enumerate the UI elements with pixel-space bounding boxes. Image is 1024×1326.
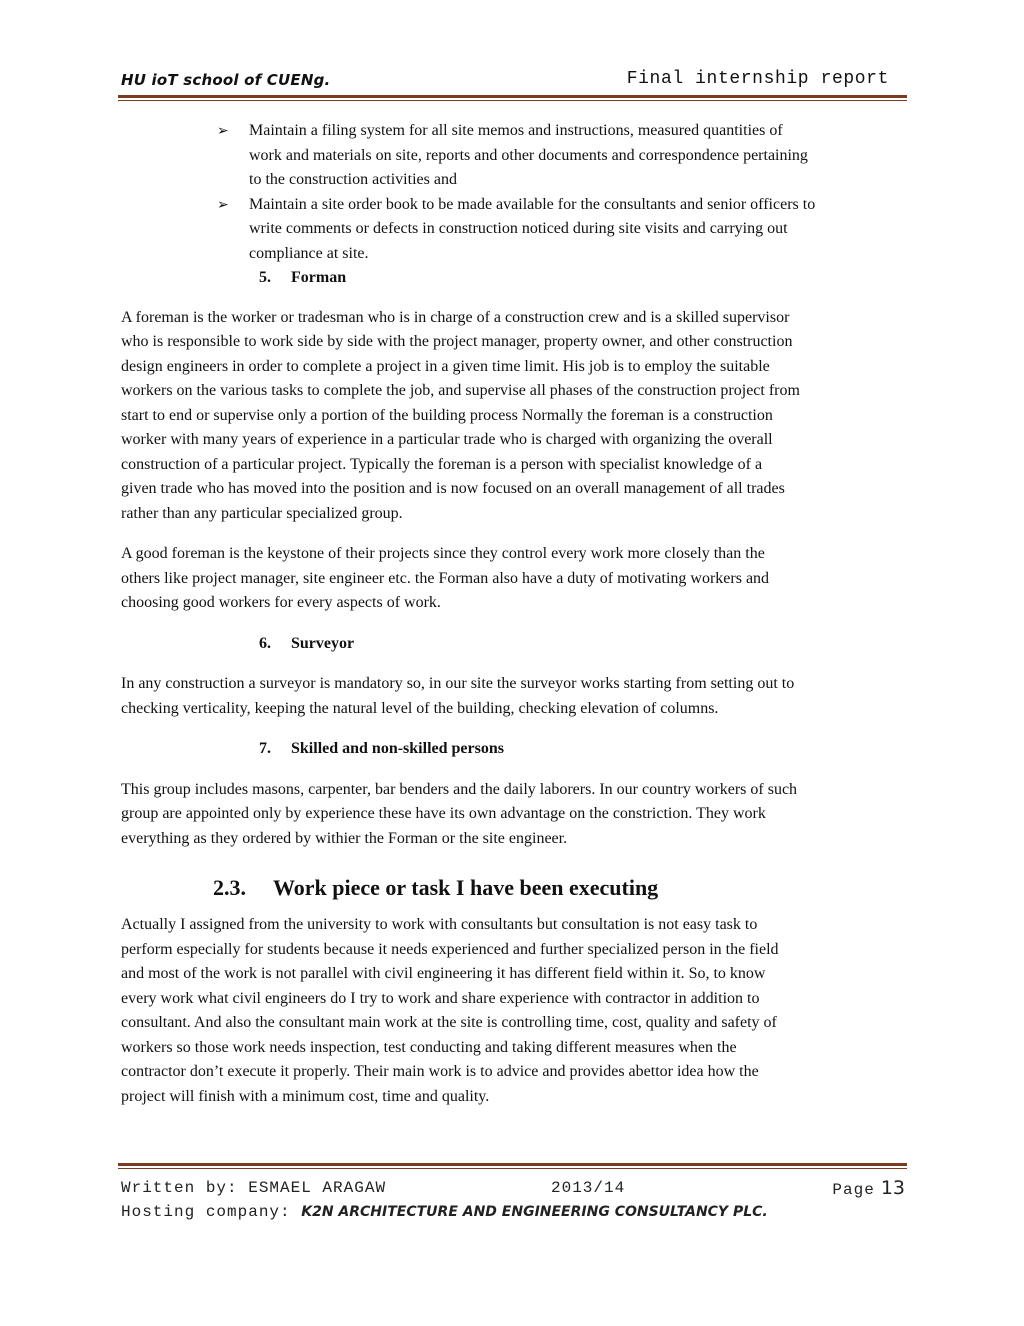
text-line: design engineers in order to complete a project in a given time limit. His job is to employ the suitable [121, 357, 770, 375]
subheading-skilled [121, 737, 905, 762]
text-line: consultant. And also the consultant main work at the site is controlling time, cost, quality and safety of [121, 1014, 777, 1031]
hosting-label: Hosting company: [121, 1203, 291, 1221]
footer-page [832, 1177, 905, 1199]
footer-year: 2013/14 [551, 1179, 626, 1197]
subheading-number: 7. [259, 740, 271, 757]
text-line: everything as they ordered by withier the Forman or the site engineer. [121, 829, 568, 847]
bullet-item [121, 193, 905, 267]
arrow-bullet-icon: ➢ [217, 196, 229, 213]
subheading-number: 6. [259, 634, 271, 652]
arrow-bullet-icon: ➢ [217, 123, 229, 139]
header-report-title: Final internship report [626, 69, 889, 89]
subheading-title: Surveyor [291, 634, 355, 652]
bullet-line: write comments or defects in construction noticed during site visits and carrying out [249, 220, 788, 237]
subheading-number: 5. [259, 269, 271, 286]
text-line: In any construction a surveyor is mandatory so, in our site the surveyor works starting from setting out to [121, 675, 795, 692]
text-line: workers so those work needs inspection, test conducting and taking different measures when the [121, 1038, 737, 1056]
section-title-work-piece [121, 873, 905, 903]
text-line: project will finish with a minimum cost, time and quality. [121, 1087, 490, 1105]
text-line: worker with many years of experience in a particular trade who is charged with organizing the overall [121, 431, 773, 448]
text-line: choosing good workers for every aspects of work. [121, 594, 441, 611]
footer-info [121, 1177, 905, 1203]
text-line: This group includes masons, carpenter, bar benders and the daily laborers. In our country workers of such [121, 780, 798, 798]
section-number: 2.3. [213, 875, 246, 900]
footer-rule-thick [118, 1163, 907, 1166]
text-line: rather than any particular specialized group. [121, 504, 403, 522]
text-line: Actually I assigned from the university to work with consultants but consultation is not easy task to [121, 916, 758, 933]
subheading-surveyor [121, 632, 905, 657]
paragraph-skilled [121, 778, 905, 852]
text-line: others like project manager, site engineer etc. the Forman also have a duty of motivating workers and [121, 569, 770, 587]
text-line: given trade who has moved into the position and is now focused on an overall management of all trades [121, 480, 785, 497]
text-line: contractor don’t execute it properly. Their main work is to advice and provides abettor idea how the [121, 1063, 759, 1080]
bullet-item [121, 119, 905, 193]
subheading-title: Skilled and non-skilled persons [291, 740, 504, 757]
text-line: start to end or supervise only a portion of the building process Normally the foreman is a construction [121, 406, 773, 424]
page-body [121, 119, 905, 1125]
text-line: workers on the various tasks to complete the job, and supervise all phases of the construction project from [121, 382, 800, 399]
text-line: and most of the work is not parallel with civil engineering it has different field within it. So, to know [121, 965, 766, 982]
page-number: 13 [880, 1177, 905, 1199]
bullet-line: Maintain a site order book to be made available for the consultants and senior officers to [249, 195, 816, 213]
paragraph-forman-2 [121, 542, 905, 616]
paragraph-surveyor [121, 672, 905, 721]
hosting-company: K2N ARCHITECTURE AND ENGINEERING CONSULTANCY PLC. [301, 1204, 768, 1220]
bullet-line: Maintain a filing system for all site memos and instructions, measured quantities of [249, 122, 783, 139]
header-rule-thick [118, 95, 907, 98]
bullet-line: compliance at site. [249, 244, 369, 262]
text-line: perform especially for students because it needs experienced and further specialized person in the field [121, 940, 779, 958]
footer-rule-thin [118, 1168, 907, 1169]
header-school: HU ioT school of CUENg. [121, 71, 331, 89]
bullet-list [121, 119, 905, 266]
section-title-text: Work piece or task I have been executing [273, 875, 659, 900]
bullet-line: to the construction activities and [249, 171, 457, 188]
text-line: checking verticality, keeping the natural level of the building, checking elevation of columns. [121, 699, 719, 717]
subheading-title: Forman [291, 269, 347, 286]
text-line: construction of a particular project. Typically the foreman is a person with specialist knowledge of a [121, 455, 763, 473]
page-label: Page [832, 1181, 875, 1199]
text-line: group are appointed only by experience these have its own advantage on the constriction. They work [121, 805, 766, 822]
page-header [121, 68, 909, 94]
bullet-line: work and materials on site, reports and other documents and correspondence pertaining [249, 146, 808, 164]
paragraph-work-piece [121, 913, 905, 1109]
header-rule-thin [118, 100, 907, 101]
paragraph-forman-1 [121, 306, 905, 527]
subheading-forman [121, 266, 905, 291]
text-line: who is responsible to work side by side with the project manager, property owner, and other construction [121, 333, 793, 350]
text-line: A good foreman is the keystone of their projects since they control every work more closely than the [121, 545, 765, 562]
text-line: every work what civil engineers do I try to work and share experience with contractor in addition to [121, 989, 760, 1007]
footer-hosting [121, 1203, 768, 1221]
footer-author: Written by: ESMAEL ARAGAW [121, 1179, 387, 1197]
text-line: A foreman is the worker or tradesman who is in charge of a construction crew and is a skilled supervisor [121, 308, 790, 326]
